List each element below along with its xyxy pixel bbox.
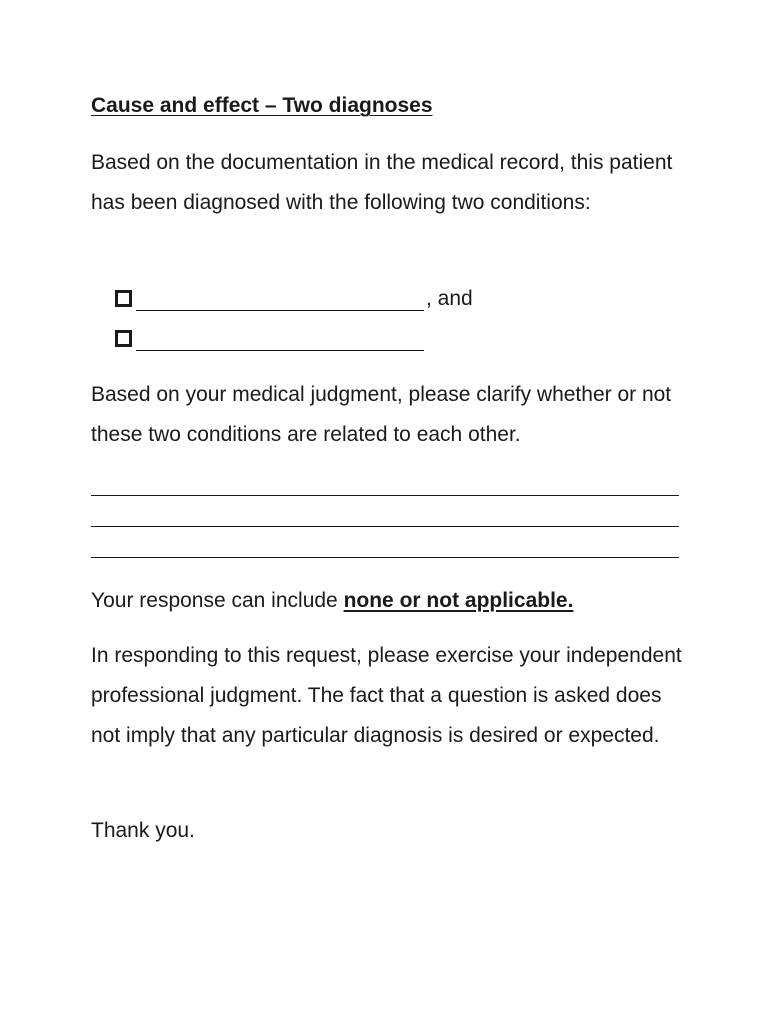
answer-line-3[interactable] <box>91 557 679 558</box>
question-paragraph: Based on your medical judgment, please clarify whether or not these two conditions are related to each other. <box>91 383 672 446</box>
response-note <box>91 581 691 621</box>
diagnosis-1-checkbox[interactable] <box>115 290 132 307</box>
diagnosis-1-suffix: , and <box>426 287 473 310</box>
response-note-prefix: Your response can include <box>91 589 344 612</box>
diagnosis-1-field[interactable] <box>136 288 424 311</box>
response-note-emphasis: none or not applicable. <box>343 589 574 612</box>
diagnosis-row-2 <box>115 327 424 351</box>
closing-text: Thank you. <box>91 819 195 842</box>
diagnosis-2-field[interactable] <box>136 328 424 351</box>
document-title: Cause and effect – Two diagnoses <box>91 94 433 117</box>
intro-paragraph: Based on the documentation in the medical record, this patient has been diagnosed with the following two conditions: <box>91 151 673 214</box>
answer-line-1[interactable] <box>91 495 679 496</box>
diagnosis-row-1 <box>115 287 473 311</box>
answer-line-2[interactable] <box>91 526 679 527</box>
disclaimer-paragraph: In responding to this request, please exercise your independent professional judgment. The fact that a question is asked does not imply that any particular diagnosis is desired or expected. <box>91 644 682 747</box>
diagnosis-2-checkbox[interactable] <box>115 330 132 347</box>
